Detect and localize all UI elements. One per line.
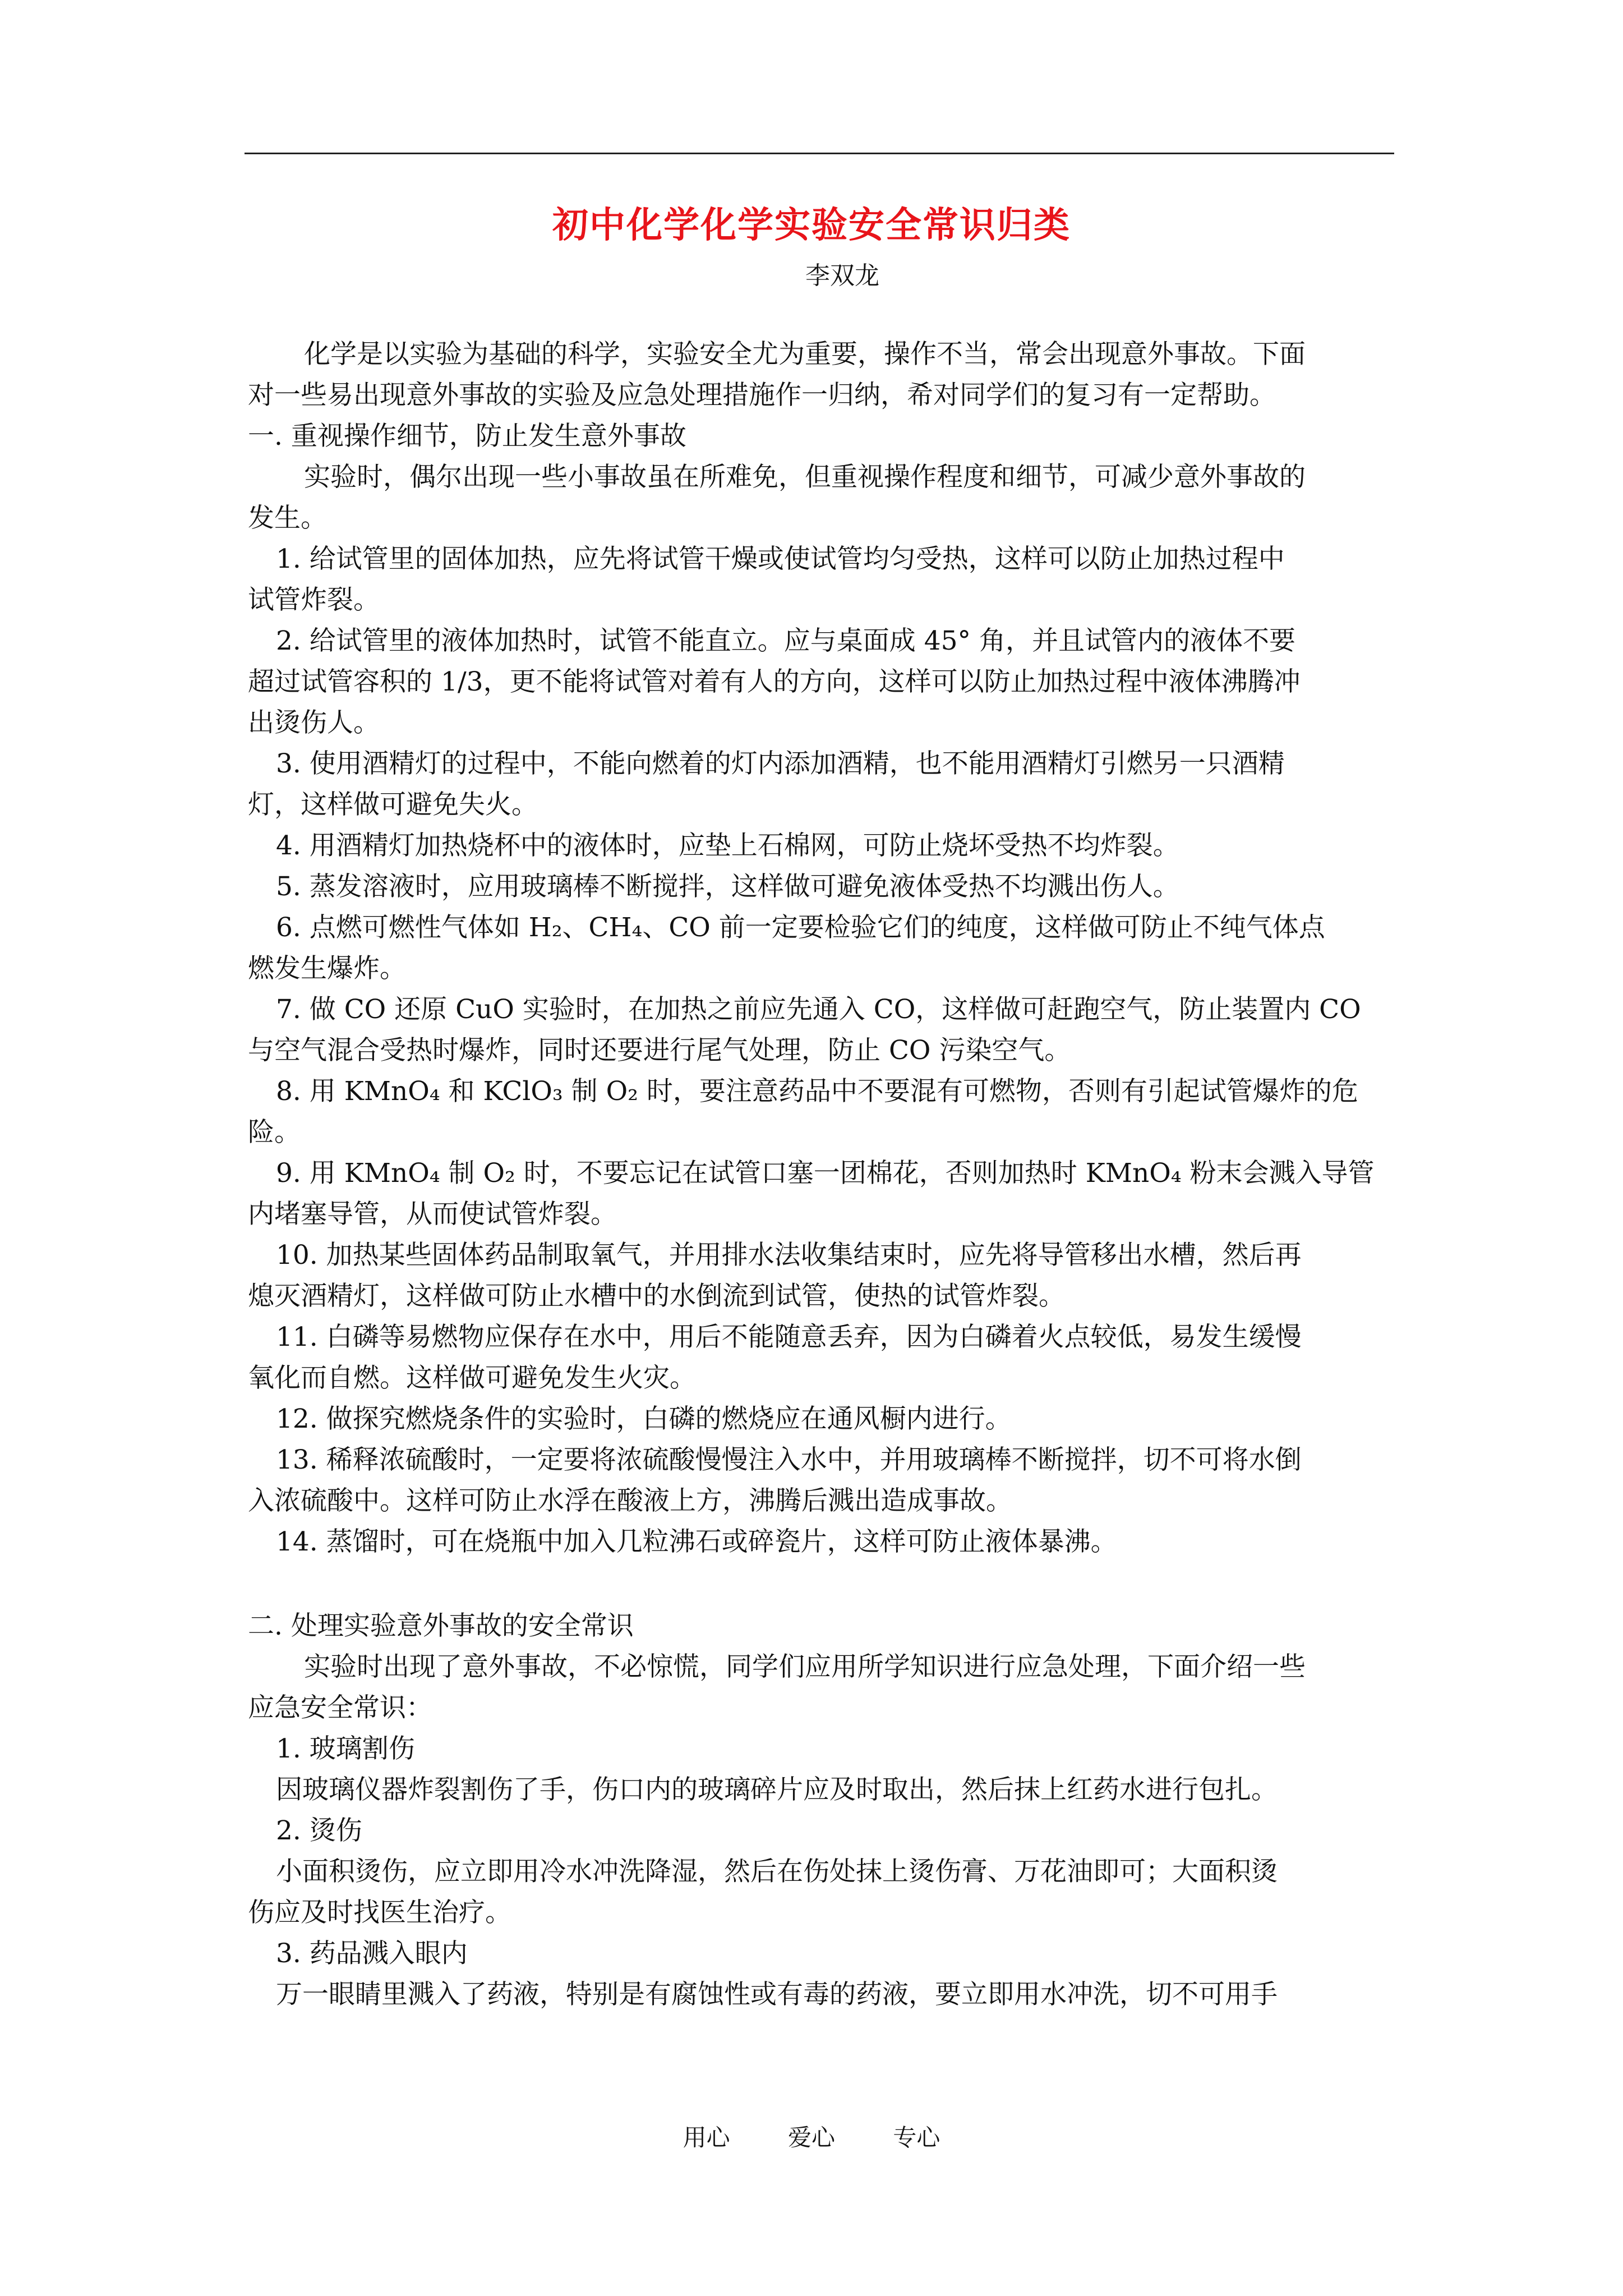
text-line: 3. 药品溅入眼内 <box>276 1938 468 1969</box>
document-title: 初中化学化学实验安全常识归类 <box>552 204 1071 246</box>
header-rule <box>245 153 1394 154</box>
text-line: 3. 使用酒精灯的过程中，不能向燃着的灯内添加酒精，也不能用酒精灯引燃另一只酒精 <box>276 748 1285 779</box>
text-line: 14. 蒸馏时，可在烧瓶中加入几粒沸石或碎瓷片，这样可防止液体暴沸。 <box>276 1526 1117 1557</box>
text-line: 一. 重视操作细节，防止发生意外事故 <box>248 421 686 452</box>
text-line: 对一些易出现意外事故的实验及应急处理措施作一归纳，希对同学们的复习有一定帮助。 <box>248 380 1276 411</box>
text-line: 9. 用 KMnO₄ 制 O₂ 时，不要忘记在试管口塞一团棉花，否则加热时 KMnO₄ 粉末会溅入导管 <box>276 1158 1375 1189</box>
text-line: 险。 <box>248 1117 301 1148</box>
text-line: 化学是以实验为基础的科学，实验安全尤为重要，操作不当，常会出现意外事故。下面 <box>304 339 1306 370</box>
text-line: 熄灭酒精灯，这样做可防止水槽中的水倒流到试管，使热的试管炸裂。 <box>248 1281 1065 1312</box>
text-line: 实验时出现了意外事故，不必惊慌，同学们应用所学知识进行应急处理，下面介绍一些 <box>304 1651 1306 1682</box>
text-line: 氧化而自燃。这样做可避免发生火灾。 <box>248 1363 696 1393</box>
text-line: 万一眼睛里溅入了药液，特别是有腐蚀性或有毒的药液，要立即用水冲洗，切不可用手 <box>276 1979 1278 2010</box>
text-line: 1. 玻璃割伤 <box>276 1733 415 1764</box>
author-name: 李双龙 <box>805 261 879 290</box>
text-line: 试管炸裂。 <box>248 585 380 615</box>
text-line: 7. 做 CO 还原 CuO 实验时，在加热之前应先通入 CO，这样做可赶跑空气，防止装置内 CO <box>276 994 1361 1025</box>
text-line: 13. 稀释浓硫酸时，一定要将浓硫酸慢慢注入水中，并用玻璃棒不断搅拌，切不可将水倒 <box>276 1444 1302 1475</box>
text-line: 4. 用酒精灯加热烧杯中的液体时，应垫上石棉网，可防止烧坏受热不均炸裂。 <box>276 830 1179 861</box>
text-line: 5. 蒸发溶液时，应用玻璃棒不断搅拌，这样做可避免液体受热不均溅出伤人。 <box>276 871 1179 902</box>
text-line: 因玻璃仪器炸裂割伤了手，伤口内的玻璃碎片应及时取出，然后抹上红药水进行包扎。 <box>276 1774 1278 1805</box>
text-line: 6. 点燃可燃性气体如 H₂、CH₄、CO 前一定要检验它们的纯度，这样做可防止不纯气体点 <box>276 912 1325 943</box>
text-line: 伤应及时找医生治疗。 <box>248 1897 511 1928</box>
text-line: 内堵塞导管，从而使试管炸裂。 <box>248 1199 617 1230</box>
footer-word: 用心 <box>683 2124 730 2151</box>
text-line: 8. 用 KMnO₄ 和 KClO₃ 制 O₂ 时，要注意药品中不要混有可燃物，否则有引起试管爆炸的危 <box>276 1076 1358 1107</box>
text-line: 12. 做探究燃烧条件的实验时，白磷的燃烧应在通风橱内进行。 <box>276 1404 1012 1434</box>
page-footer <box>0 2119 1623 2153</box>
text-line: 10. 加热某些固体药品制取氧气，并用排水法收集结束时，应先将导管移出水槽，然后再 <box>276 1240 1302 1271</box>
text-line: 小面积烫伤，应立即用冷水冲洗降湿，然后在伤处抹上烫伤膏、万花油即可；大面积烫 <box>276 1856 1278 1887</box>
text-line: 出烫伤人。 <box>248 707 380 738</box>
blank-line <box>248 1562 1409 1605</box>
text-line: 二. 处理实验意外事故的安全常识 <box>248 1611 634 1641</box>
text-line: 燃发生爆炸。 <box>248 953 406 984</box>
text-line: 与空气混合受热时爆炸，同时还要进行尾气处理，防止 CO 污染空气。 <box>248 1035 1071 1066</box>
footer-word: 爱心 <box>787 2124 835 2151</box>
footer-word: 专心 <box>893 2124 940 2151</box>
text-line: 超过试管容积的 1/3，更不能将试管对着有人的方向，这样可以防止加热过程中液体沸腾冲 <box>248 666 1301 697</box>
text-line: 应急安全常识： <box>248 1692 432 1723</box>
text-line: 实验时，偶尔出现一些小事故虽在所难免，但重视操作程度和细节，可减少意外事故的 <box>304 462 1306 493</box>
document-body <box>248 334 1409 2015</box>
text-line: 灯，这样做可避免失火。 <box>248 789 538 820</box>
text-line: 入浓硫酸中。这样可防止水浮在酸液上方，沸腾后溅出造成事故。 <box>248 1485 1012 1516</box>
text-line: 2. 给试管里的液体加热时，试管不能直立。应与桌面成 45° 角，并且试管内的液体不要 <box>276 625 1295 656</box>
text-line: 1. 给试管里的固体加热，应先将试管干燥或使试管均匀受热，这样可以防止加热过程中 <box>276 544 1285 574</box>
text-line: 2. 烫伤 <box>276 1815 362 1846</box>
text-line: 11. 白磷等易燃物应保存在水中，用后不能随意丢弃，因为白磷着火点较低，易发生缓慢 <box>276 1322 1302 1352</box>
text-line: 发生。 <box>248 503 327 533</box>
